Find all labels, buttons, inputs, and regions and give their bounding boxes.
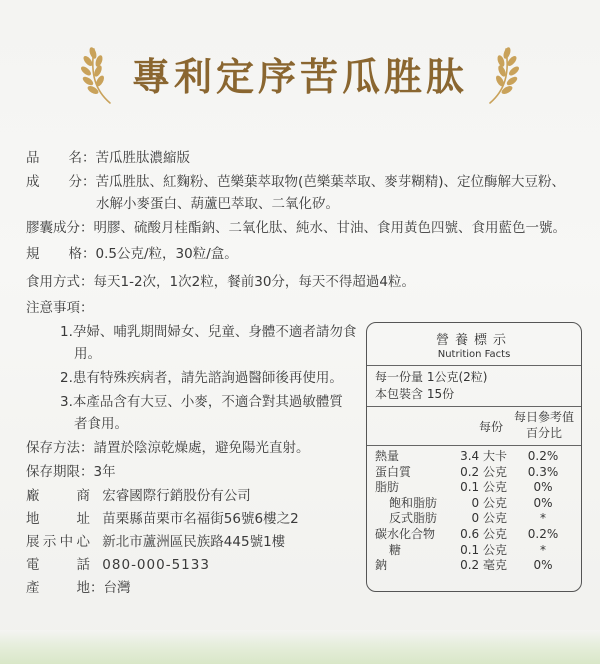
storage-label: 保存方法: [26, 440, 80, 456]
daily-value-line1: 每日參考值: [513, 410, 574, 424]
capsule-row: 膠囊成分：明膠、硫酸月桂酯鈉、二氧化肽、純水、甘油、食用黃色四號、食用藍色一號。: [26, 217, 566, 239]
nutrient-name: 碳水化合物: [375, 526, 436, 541]
spec-value: 0.5公克/粒，30粒/盒。: [95, 246, 238, 262]
nutrient-name: 反式脂肪: [389, 511, 438, 526]
nutrient-pct: 0%: [533, 480, 553, 495]
nutrition-row: [367, 496, 581, 512]
product-name-row: 品名：苦瓜胜肽濃縮版: [26, 147, 190, 169]
nutrition-title: 營養標示: [435, 333, 512, 348]
nutrient-amount: 0 公克: [471, 495, 507, 510]
nutrient-name: 鈉: [375, 558, 388, 573]
nutrient-name: 蛋白質: [375, 464, 412, 479]
nutrition-facts-panel: [366, 322, 582, 592]
origin-value: 台灣: [103, 580, 131, 596]
nutrition-row: [367, 480, 581, 496]
notes-heading-row: 注意事項：: [26, 297, 94, 319]
ingredients-label: 成分: [26, 174, 82, 190]
maker-row: [26, 485, 251, 507]
ingredients-line2: 水解小麥蛋白、葫蘆巴萃取、二氧化矽。: [96, 196, 339, 212]
maker-label: 廠商: [26, 488, 90, 504]
product-name-label: 品名: [26, 150, 82, 166]
phone-row: [26, 554, 210, 576]
nutrition-header: [367, 407, 581, 445]
wheat-right-icon: [482, 41, 520, 105]
nutrient-amount: 3.4 大卡: [460, 449, 507, 463]
storage-row: 保存方法：請置於陰涼乾燥處，避免陽光直射。: [26, 437, 310, 459]
nutrient-pct: 0.2%: [527, 449, 559, 463]
shelf-value: 3年: [93, 464, 116, 480]
note-item: [60, 367, 360, 389]
nutrition-row: [367, 527, 581, 543]
nutrient-pct: 0%: [533, 495, 553, 510]
shelf-label: 保存期限: [26, 464, 80, 480]
product-name-value: 苦瓜胜肽濃縮版: [95, 150, 190, 166]
phone-label: 電話: [26, 557, 90, 573]
usage-row: 食用方式：每天1-2次，1次2粒，餐前30分，每天不得超過4粒。: [26, 271, 415, 293]
ingredients-line1: 苦瓜胜肽、紅麴粉、芭樂葉萃取物(芭樂葉萃取、麥芽糊精)、定位酶解大豆粉、: [95, 174, 566, 190]
spec-row: 規格：0.5公克/粒，30粒/盒。: [26, 243, 238, 265]
spec-label: 規格: [26, 246, 82, 262]
nutrient-amount: 0.1 公克: [460, 542, 507, 557]
address-label: 地址: [26, 511, 90, 527]
nutrient-amount: 0.2 毫克: [460, 558, 507, 573]
origin-row: 產地：台灣: [26, 577, 131, 599]
storage-value: 請置於陰涼乾燥處，避免陽光直射。: [93, 440, 310, 456]
nutrient-pct: 0.2%: [527, 526, 559, 541]
page-title: 專利定序苦瓜胜肽: [131, 53, 468, 99]
note-1-line2: 用。: [74, 346, 101, 362]
ingredients-row-2: [96, 193, 339, 215]
center-value: 新北市蘆洲區民族路445號1樓: [102, 534, 286, 550]
nutrition-row: [367, 449, 581, 465]
nutrition-row: [367, 511, 581, 527]
note-3-line1: 3.本產品含有大豆、小麥，不適合對其過敏體質: [60, 394, 343, 410]
per-serving-label: 每份: [479, 420, 504, 434]
nutrition-row: [367, 465, 581, 481]
notes-label: 注意事項: [26, 300, 80, 316]
center-label: 展示中心: [26, 534, 90, 550]
nutrition-rows: [367, 446, 581, 574]
capsule-value: 明膠、硫酸月桂酯鈉、二氧化肽、純水、甘油、食用黃色四號、食用藍色一號。: [93, 220, 566, 236]
nutrition-row: [367, 558, 581, 574]
address-value: 苗栗縣苗栗市名福街56號6樓之2: [102, 511, 299, 527]
maker-value: 宏睿國際行銷股份有公司: [102, 488, 251, 504]
nutrient-pct: *: [540, 542, 546, 557]
ingredients-row: 成分：苦瓜胜肽、紅麴粉、芭樂葉萃取物(芭樂葉萃取、麥芽糊精)、定位酶解大豆粉、: [26, 171, 565, 193]
note-1-line1: 1.孕婦、哺乳期間婦女、兒童、身體不適者請勿食: [60, 324, 357, 340]
nutrient-name: 糖: [389, 542, 402, 557]
title-area: [0, 38, 600, 108]
usage-label: 食用方式: [26, 274, 80, 290]
note-3-line2: 者食用。: [74, 416, 128, 432]
origin-label: 產地: [26, 580, 90, 596]
nutrient-name: 熱量: [375, 449, 400, 463]
note-item: [60, 391, 360, 435]
servings-per-pack: 本包裝含 15份: [375, 387, 455, 401]
shelf-life-row: 保存期限：3年: [26, 461, 116, 483]
bottom-green-band: [0, 630, 600, 664]
nutrient-pct: *: [540, 511, 546, 526]
address-row: [26, 508, 299, 530]
nutrition-subtitle: Nutrition Facts: [437, 349, 511, 360]
nutrient-pct: 0.3%: [527, 464, 559, 479]
capsule-label: 膠囊成分: [26, 220, 80, 236]
center-row: [26, 531, 285, 553]
nutrient-name: 飽和脂肪: [389, 495, 438, 510]
nutrition-row: [367, 543, 581, 559]
note-2-line1: 2.患有特殊疾病者，請先諮詢過醫師後再使用。: [60, 370, 343, 386]
phone-value: 080-000-5133: [102, 557, 210, 573]
nutrient-amount: 0.2 公克: [460, 464, 507, 479]
note-item: [60, 321, 360, 365]
nutrient-name: 脂肪: [375, 480, 400, 495]
daily-value-line2: 百分比: [525, 426, 562, 440]
nutrient-pct: 0%: [533, 558, 553, 573]
nutrient-amount: 0 公克: [471, 511, 507, 526]
nutrient-amount: 0.1 公克: [460, 480, 507, 495]
daily-value-label: [509, 409, 579, 441]
serving-info: [367, 366, 581, 403]
usage-value: 每天1-2次，1次2粒，餐前30分，每天不得超過4粒。: [93, 274, 415, 290]
serving-size: 每一份量 1公克(2粒): [375, 370, 488, 384]
wheat-left-icon: [80, 41, 118, 105]
nutrient-amount: 0.6 公克: [460, 526, 507, 541]
